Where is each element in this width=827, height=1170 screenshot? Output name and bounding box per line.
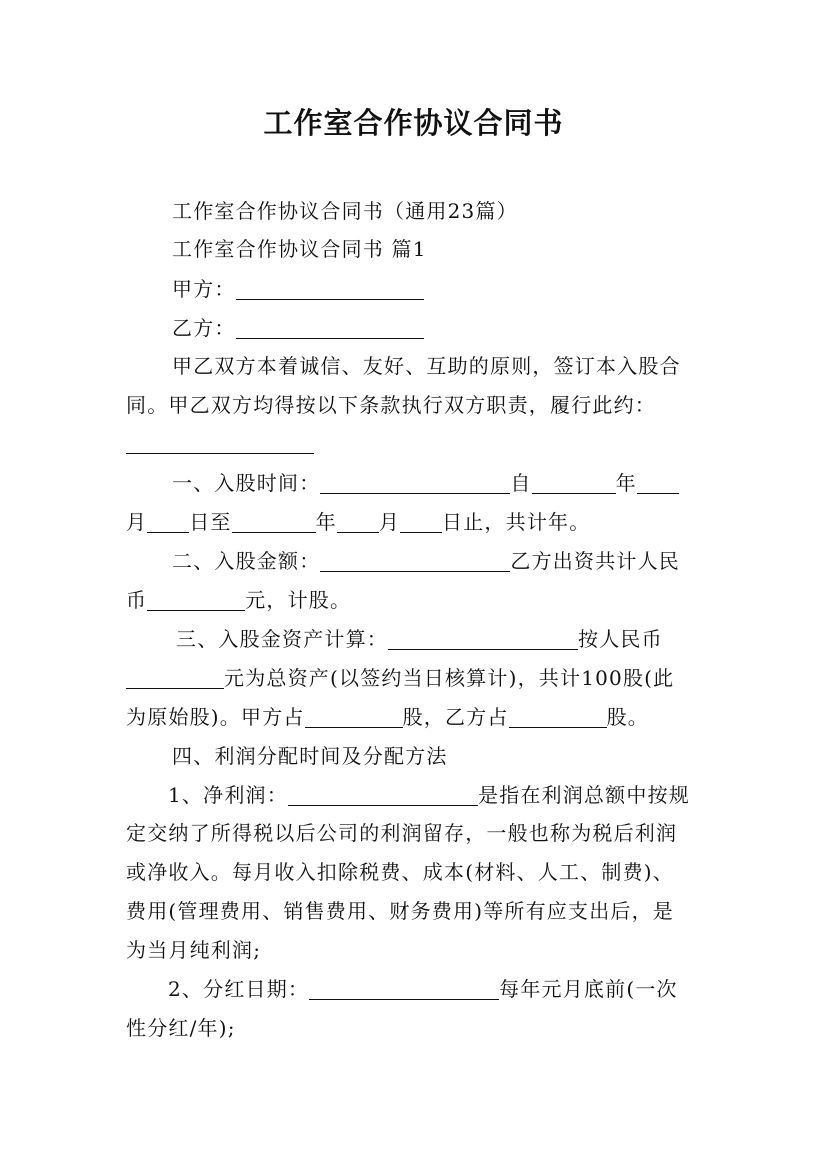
fill-blank — [236, 277, 424, 300]
text-span: 定交纳了所得税以后公司的利润留存，一般也称为税后利润 — [126, 821, 678, 845]
text-span: 甲乙双方本着诚信、友好、互助的原则，签订本入股合 — [172, 354, 681, 378]
fill-blank — [637, 471, 679, 494]
fill-blank — [147, 510, 189, 533]
text-span: 元为总资产(以签约当日核算计)，共计100股(此 — [224, 666, 675, 690]
text-span: 日止，共计年。 — [442, 510, 591, 534]
item-1-line — [126, 857, 716, 887]
text-span: 或净收入。每月收入扣除税费、成本(材料、人工、制费)、 — [126, 860, 675, 884]
fill-blank — [309, 977, 499, 1000]
clause-1-line — [172, 468, 716, 498]
clause-2-line — [172, 546, 716, 576]
fill-blank — [126, 666, 224, 689]
text-span: 币 — [126, 588, 148, 612]
text-span: 自 — [510, 471, 532, 495]
section-heading — [172, 234, 716, 264]
fill-blank — [147, 588, 245, 611]
fill-blank — [337, 510, 379, 533]
text-span: 1、净利润： — [168, 783, 288, 807]
clause-3-line — [126, 663, 716, 693]
label: 乙方： — [172, 316, 236, 340]
text-span: 一、入股时间： — [172, 471, 321, 495]
fill-blank — [532, 471, 616, 494]
text-span: 工作室合作协议合同书（通用23篇） — [172, 199, 518, 223]
text-span: 工作室合作协议合同书 篇1 — [172, 237, 427, 261]
text-span: 性分红/年); — [126, 1016, 236, 1040]
text-span: 年 — [615, 471, 637, 495]
paragraph-line — [126, 428, 716, 458]
text-span: 是指在利润总额中按规 — [477, 783, 690, 807]
text-span: 元，计股。 — [245, 588, 352, 612]
text-span: 乙方出资共计人民 — [510, 549, 681, 573]
text-span: 同。甲乙双方均得按以下条款执行双方职责，履行此约： — [126, 393, 656, 417]
text-span: 月 — [126, 510, 148, 534]
clause-2-line — [126, 585, 716, 615]
fill-blank — [236, 316, 424, 339]
item-1-line — [126, 896, 716, 926]
text-span: 日至 — [189, 510, 232, 534]
clause-3-line — [176, 624, 766, 654]
section-heading — [172, 741, 716, 771]
clause-1-line — [126, 507, 716, 537]
paragraph-line — [172, 351, 716, 381]
fill-blank — [126, 431, 314, 454]
text-span: 为原始股)。甲方占 — [126, 705, 305, 729]
item-1-line — [126, 818, 716, 848]
text-span: 费用(管理费用、销售费用、财务费用)等所有应支出后，是 — [126, 899, 675, 923]
text-span: 二、入股金额： — [172, 549, 321, 573]
text-span: 月 — [378, 510, 401, 534]
text-span: 四、利润分配时间及分配方法 — [172, 744, 448, 768]
text-span: 每年元月底前(一次 — [499, 977, 678, 1001]
fill-blank — [320, 549, 510, 572]
clause-3-line — [126, 702, 716, 732]
text-span: 三、入股金资产计算： — [176, 627, 388, 651]
fill-blank — [305, 705, 403, 728]
party-a-line — [172, 274, 716, 304]
text-span: 股。 — [606, 705, 650, 729]
fill-blank — [509, 705, 607, 728]
fill-blank — [388, 627, 578, 650]
label: 甲方： — [172, 277, 236, 301]
text-span: 按人民币 — [578, 627, 663, 651]
text-span: 年 — [315, 510, 337, 534]
item-2-line — [168, 974, 758, 1004]
fill-blank — [288, 783, 478, 806]
item-1-line — [168, 780, 758, 810]
document-title: 工作室合作协议合同书 — [263, 106, 564, 140]
text-span: 股，乙方占 — [402, 705, 509, 729]
fill-blank — [320, 471, 510, 494]
fill-blank — [232, 510, 316, 533]
party-b-line — [172, 313, 716, 343]
item-2-line — [126, 1013, 716, 1043]
fill-blank — [400, 510, 442, 533]
text-span: 2、分红日期： — [168, 977, 310, 1001]
item-1-line — [126, 935, 716, 965]
paragraph-line — [126, 390, 716, 420]
subtitle-line — [172, 196, 716, 226]
text-span: 为当月纯利润; — [126, 938, 262, 962]
